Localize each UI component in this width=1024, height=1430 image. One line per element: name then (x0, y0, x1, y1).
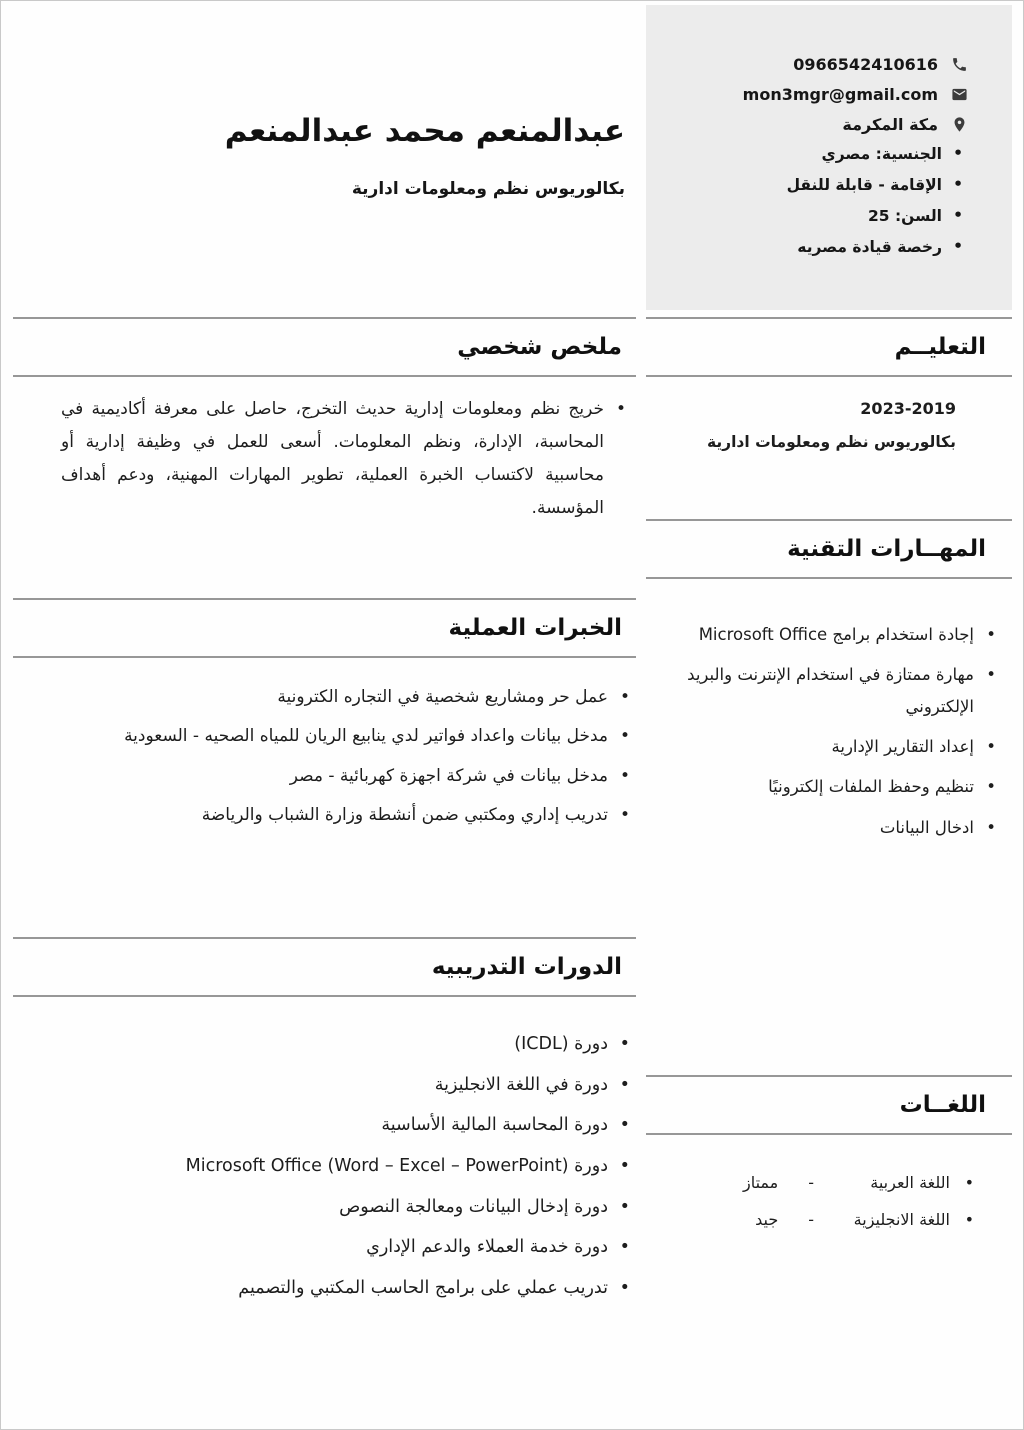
course-item (43, 1232, 634, 1263)
course-item (43, 1151, 634, 1182)
contact-detail-item (660, 207, 968, 225)
technical-skill-text: إجادة استخدام برامج Microsoft Office (698, 625, 974, 644)
experience-item-text: مدخل بيانات واعداد فواتير لدي ينابيع الريان للمياه الصحيه - السعودية (124, 726, 608, 747)
contact-email: mon3mgr@gmail.com (742, 85, 938, 104)
section-education (646, 317, 1012, 451)
experience-item (43, 800, 634, 831)
course-item-text: دورة إدخال البيانات ومعالجة النصوص (339, 1196, 608, 1217)
education-body (646, 377, 1012, 451)
technical-skill-item (654, 771, 1000, 802)
course-item (43, 1110, 634, 1141)
courses-heading: الدورات التدريبيه (13, 937, 636, 997)
contact-detail-text: رخصة قيادة مصريه (797, 238, 942, 256)
section-technical-skills (646, 519, 1012, 852)
header-block (13, 113, 635, 199)
summary-item-text: خريج نظم ومعلومات إدارية حديث التخرج، حاصل على معرفة أكاديمية في المحاسبة، الإدارة، ونظم المعلومات. أسعى للعمل في وظيفة إدارية أو محاسبية لاكتساب الخبرة العملية، تطوير المهارات المهنية، ودعم أهداف المؤسسة. (61, 399, 604, 519)
technical-skill-item (654, 812, 1000, 843)
experience-item (43, 682, 634, 713)
experience-item-text: مدخل بيانات في شركة اجهزة كهربائية - مصر (289, 765, 608, 786)
course-item-text: تدريب عملي على برامج الحاسب المكتبي والتصميم (238, 1277, 608, 1298)
section-summary (13, 317, 636, 534)
contact-phone: 0966542410616 (793, 55, 938, 74)
technical-skill-text: ادخال البيانات (879, 817, 974, 837)
education-period: 2023-2019 (860, 399, 956, 418)
course-item (43, 1273, 634, 1304)
experience-heading: الخبرات العملية (13, 598, 636, 658)
technical-skill-text: مهارة ممتازة في استخدام الإنترنت والبريد الإلكتروني (687, 665, 974, 716)
course-item-text: دورة المحاسبة المالية الأساسية (381, 1115, 608, 1136)
contact-location: مكة المكرمة (842, 115, 938, 134)
mail-icon (950, 86, 968, 104)
course-item-text: دورة في اللغة الانجليزية (434, 1074, 608, 1095)
experience-item-text: عمل حر ومشاريع شخصية في التجاره الكترونية (277, 687, 608, 707)
languages-heading: اللغــات (646, 1075, 1012, 1135)
experience-item (43, 721, 634, 752)
language-separator: - (808, 1210, 814, 1229)
experience-item (43, 761, 634, 792)
courses-list (13, 997, 636, 1303)
summary-heading: ملخص شخصي (13, 317, 636, 377)
education-heading: التعليــم (646, 317, 1012, 377)
contact-details-list (660, 145, 968, 256)
section-languages (646, 1075, 1012, 1247)
course-item (43, 1029, 634, 1060)
technical-skill-text: تنظيم وحفظ الملفات إلكترونيًا (768, 777, 974, 797)
course-item-text: دورة Microsoft Office (Word – Excel – PowerPoint) (185, 1155, 608, 1176)
contact-detail-item (660, 145, 968, 163)
technical-skills-list (646, 579, 1012, 843)
course-item-text: دورة (ICDL) (514, 1034, 608, 1054)
course-item (43, 1192, 634, 1223)
contact-detail-text: السن: 25 (867, 207, 942, 225)
languages-list (646, 1135, 1012, 1229)
technical-skill-item (654, 659, 1000, 722)
language-item (646, 1173, 978, 1192)
language-name: • اللغة العربية (870, 1173, 950, 1192)
language-separator: - (808, 1173, 814, 1192)
location-pin-icon (950, 116, 968, 134)
experience-item-text: تدريب إداري ومكتبي ضمن أنشطة وزارة الشباب والرياضة (201, 805, 608, 826)
language-level: جيد (755, 1210, 779, 1229)
summary-list (13, 377, 636, 526)
technical-skill-item (654, 619, 1000, 650)
contact-email-row (660, 85, 968, 104)
contact-detail-text: الجنسية: مصري (821, 145, 942, 163)
contact-detail-item (660, 238, 968, 256)
technical-skill-text: إعداد التقارير الإدارية (831, 737, 974, 757)
section-courses (13, 937, 636, 1313)
summary-item (61, 393, 630, 526)
candidate-title: بكالوريوس نظم ومعلومات ادارية (351, 179, 625, 199)
candidate-name: عبدالمنعم محمد عبدالمنعم (224, 113, 625, 149)
course-item (43, 1070, 634, 1101)
phone-icon (950, 56, 968, 74)
experience-list (13, 658, 636, 832)
contact-phone-row (660, 55, 968, 74)
contact-block (646, 5, 1012, 310)
technical-skills-heading: المهــارات التقنية (646, 519, 1012, 579)
language-item (646, 1210, 978, 1229)
course-item-text: دورة خدمة العملاء والدعم الإداري (366, 1237, 608, 1258)
education-degree: بكالوريوس نظم ومعلومات ادارية (706, 433, 956, 451)
technical-skill-item (654, 731, 1000, 762)
language-name: • اللغة الانجليزية (853, 1210, 950, 1229)
language-level: ممتاز (742, 1173, 779, 1192)
contact-detail-text: الإقامة - قابلة للنقل (786, 176, 942, 194)
section-experience (13, 598, 636, 840)
contact-location-row (660, 115, 968, 134)
contact-detail-item (660, 176, 968, 194)
